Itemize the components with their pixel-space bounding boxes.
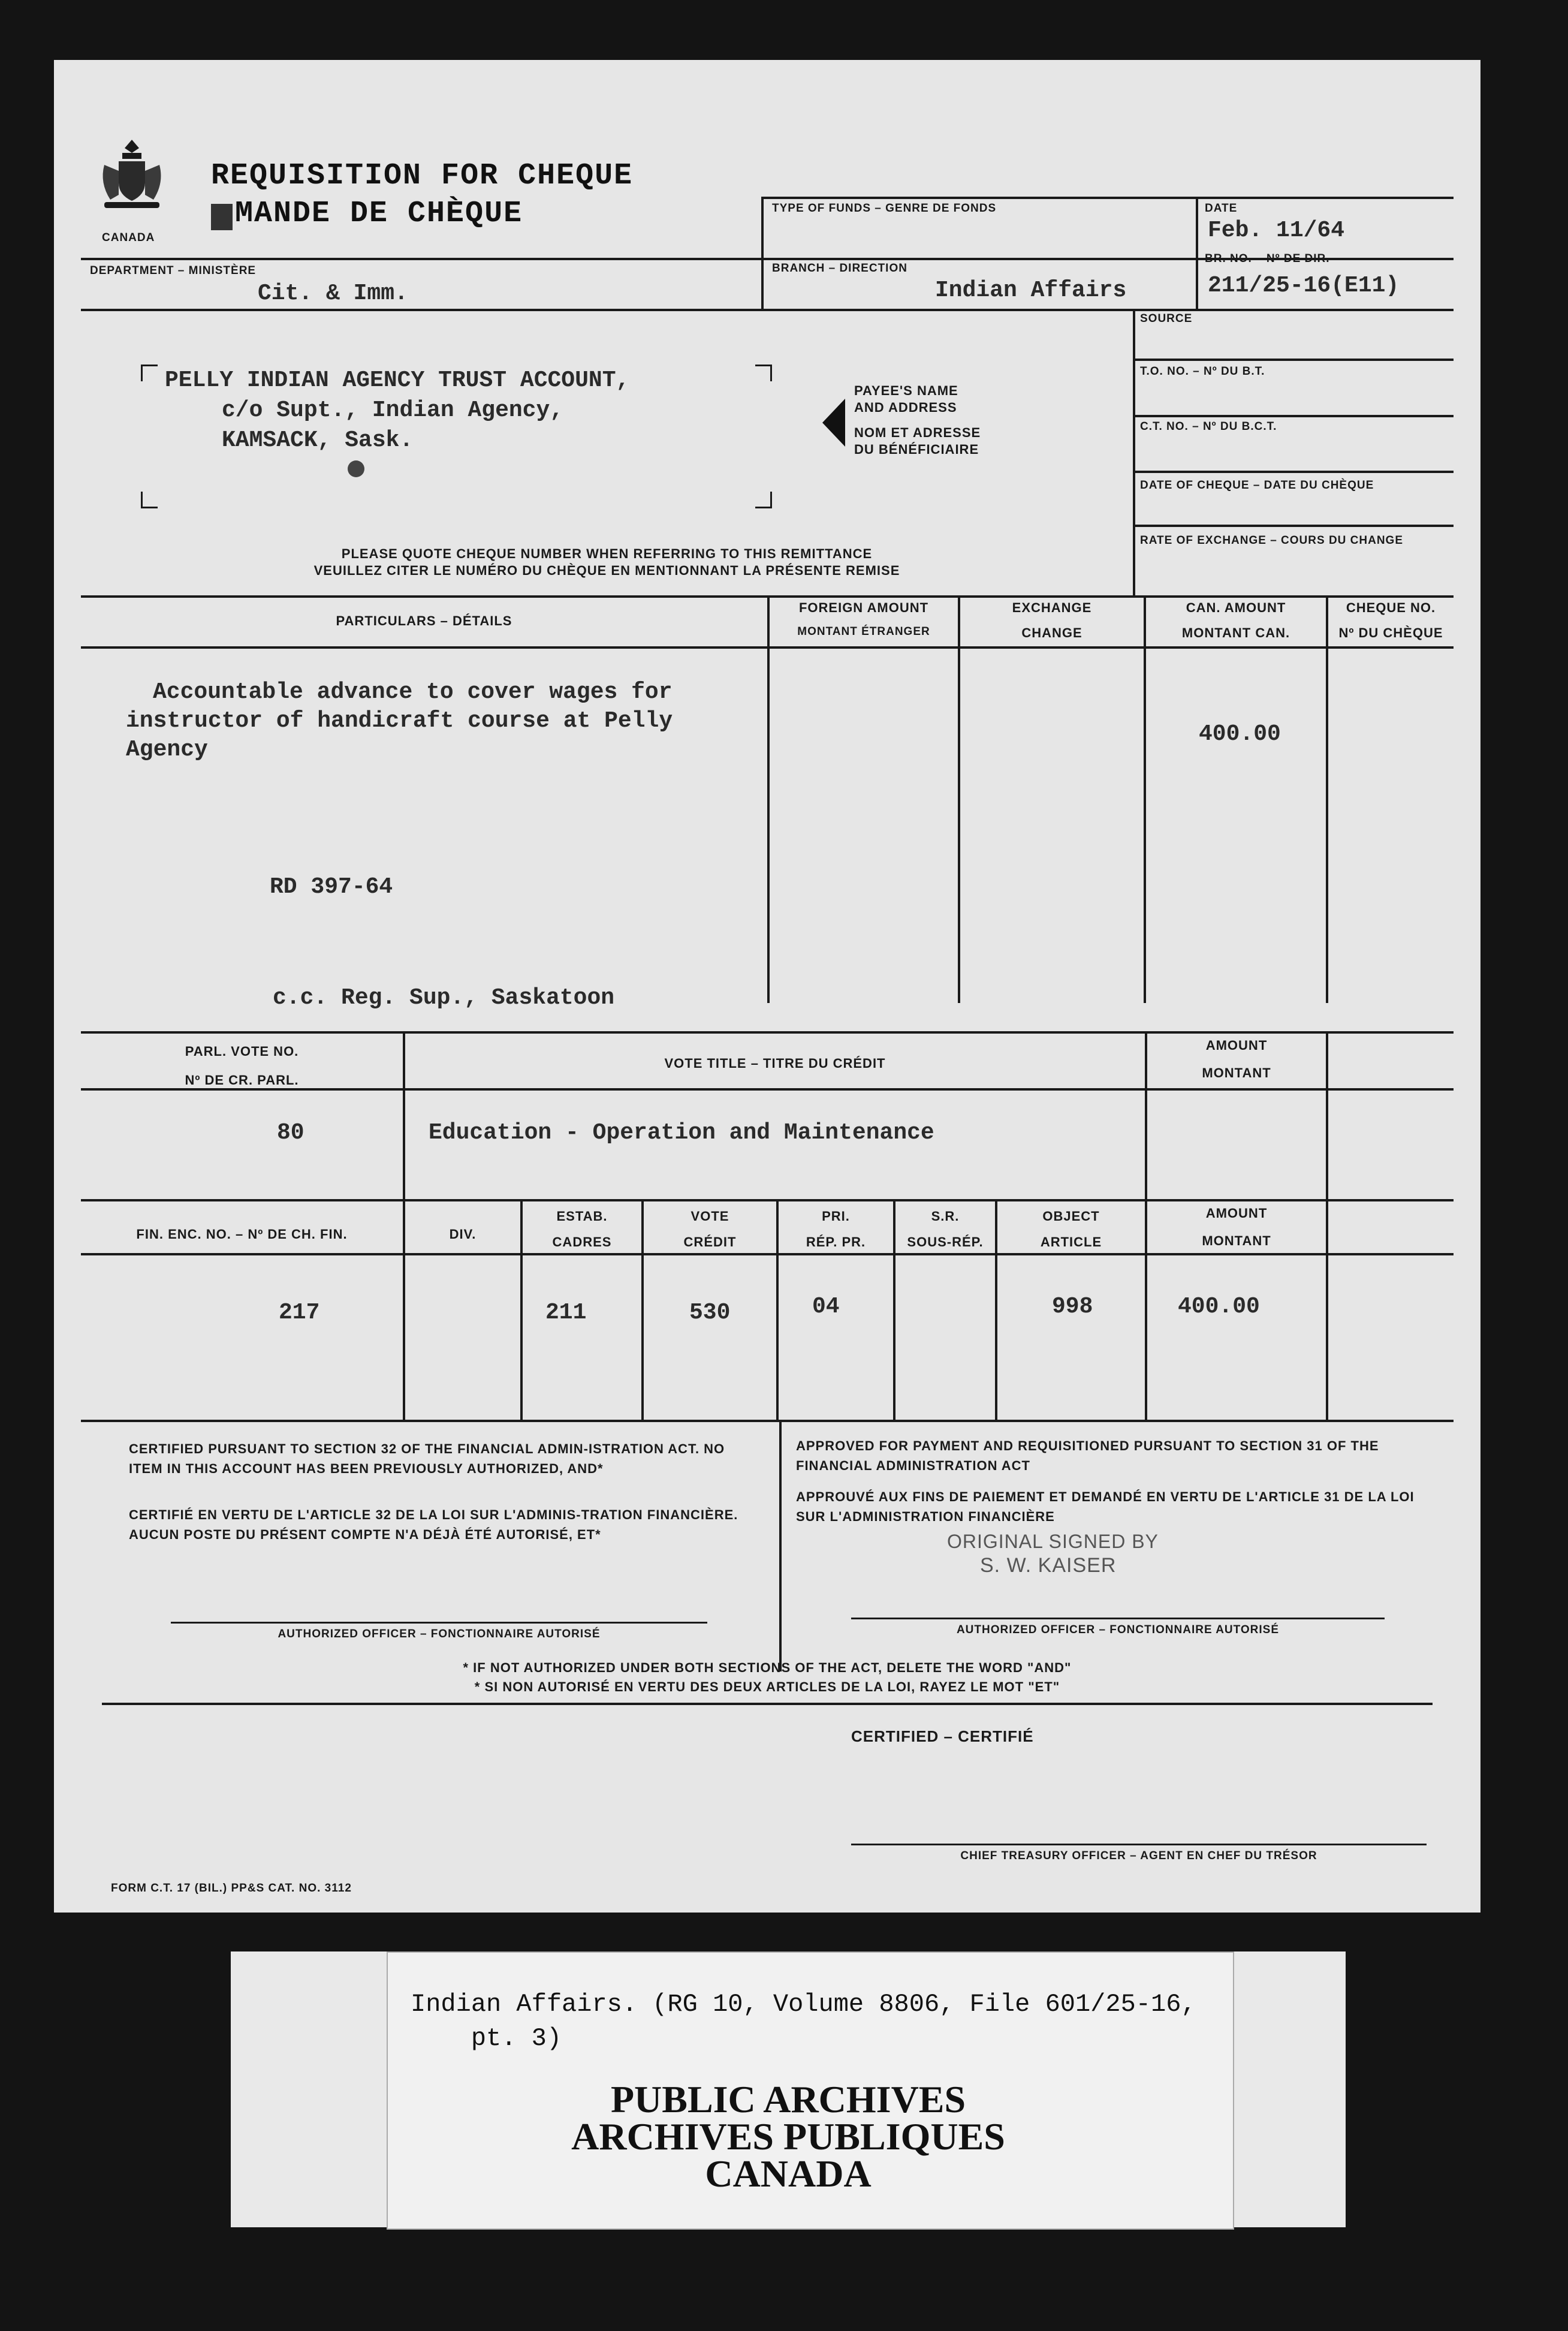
particulars-line-2: instructor of handicraft course at Pelly — [126, 708, 673, 734]
window-corner-tl — [141, 365, 158, 381]
foreign-amount-fr-label: MONTANT ÉTRANGER — [797, 625, 930, 638]
article-label: ARTICLE — [1040, 1234, 1102, 1249]
authorized-officer-left-label: AUTHORIZED OFFICER – FONCTIONNAIRE AUTORISÉ — [278, 1628, 601, 1640]
can-amount-fr-label: MONTANT CAN. — [1181, 625, 1290, 640]
coding-amount-value: 400.00 — [1178, 1294, 1260, 1320]
ct-no-label: C.T. NO. – Nº DU B.C.T. — [1140, 420, 1277, 433]
archive-line-3: CANADA — [705, 2152, 872, 2195]
estab-value: 211 — [545, 1300, 587, 1326]
archive-line-2: ARCHIVES PUBLIQUES — [571, 2115, 1005, 2158]
object-value: 998 — [1052, 1294, 1093, 1320]
type-of-funds-label: TYPE OF FUNDS – GENRE DE FONDS — [772, 202, 997, 215]
quote-cheque-fr: VEUILLEZ CITER LE NUMÉRO DU CHÈQUE EN MENTIONNANT LA PRÉSENTE REMISE — [313, 563, 900, 578]
footnote-en: * IF NOT AUTHORIZED UNDER BOTH SECTIONS OF THE ACT, DELETE THE WORD "AND" — [463, 1660, 1072, 1675]
to-no-label: T.O. NO. – Nº DU B.T. — [1140, 365, 1265, 378]
sr-label: S.R. — [931, 1209, 960, 1224]
foreign-amount-label: FOREIGN AMOUNT — [798, 600, 929, 615]
form-number: FORM C.T. 17 (BIL.) PP&S CAT. NO. 3112 — [111, 1882, 352, 1895]
chief-treasury-label: CHIEF TREASURY OFFICER – AGENT EN CHEF DU TRÉSOR — [960, 1850, 1317, 1862]
particulars-label: PARTICULARS – DÉTAILS — [336, 613, 512, 628]
cadres-label: CADRES — [552, 1234, 612, 1249]
cheque-requisition-form — [54, 60, 1480, 1913]
fin-enc-value: 217 — [279, 1300, 320, 1326]
particulars-line-3: Agency — [126, 737, 208, 763]
approved-text-en: APPROVED FOR PAYMENT AND REQUISITIONED PURSUANT TO SECTION 31 OF THE FINANCIAL ADMINISTRATION ACT — [796, 1438, 1379, 1473]
pri-label: PRI. — [822, 1209, 850, 1224]
title-redaction — [211, 204, 233, 230]
department-label: DEPARTMENT – MINISTÈRE — [90, 264, 257, 277]
exchange-label: EXCHANGE — [1012, 600, 1092, 615]
certified-label: CERTIFIED – CERTIFIÉ — [851, 1727, 1034, 1745]
form-title-en: REQUISITION FOR CHEQUE — [211, 159, 634, 193]
signature-stamp-line-2: S. W. KAISER — [980, 1554, 1117, 1577]
particulars-line-1: Accountable advance to cover wages for — [153, 679, 673, 705]
vote-title-value: Education - Operation and Maintenance — [429, 1120, 934, 1146]
pri-value: 04 — [812, 1294, 840, 1320]
credit-label: CRÉDIT — [683, 1234, 737, 1249]
fin-enc-label: FIN. ENC. NO. – Nº DE CH. FIN. — [136, 1227, 348, 1242]
vote-amount-label: AMOUNT — [1205, 1038, 1268, 1053]
parl-vote-value: 80 — [277, 1120, 304, 1146]
quote-cheque-en: PLEASE QUOTE CHEQUE NUMBER WHEN REFERRING TO THIS REMITTANCE — [341, 546, 873, 561]
br-no-label: BR. NO. – Nº DE DIR. — [1205, 252, 1330, 265]
department-value: Cit. & Imm. — [258, 281, 408, 306]
window-corner-bl — [141, 492, 158, 508]
change-label: CHANGE — [1021, 625, 1082, 640]
can-amount-label: CAN. AMOUNT — [1186, 600, 1286, 615]
branch-value: Indian Affairs — [935, 278, 1127, 303]
source-label: SOURCE — [1140, 312, 1193, 325]
coding-montant-label: MONTANT — [1202, 1233, 1271, 1248]
signature-stamp-line-1: ORIGINAL SIGNED BY — [947, 1531, 1159, 1552]
window-corner-br — [755, 492, 772, 508]
cheque-no-label: CHEQUE NO. — [1346, 600, 1436, 615]
window-corner-tr — [755, 365, 772, 381]
approved-text-fr: APPROUVÉ AUX FINS DE PAIEMENT ET DEMANDÉ EN VERTU DE L'ARTICLE 31 DE LA LOI SUR L'ADMINISTRATION FINANCIÈRE — [796, 1489, 1415, 1524]
payee-label-1: PAYEE'S NAME — [854, 383, 958, 398]
canada-coat-of-arms-icon — [96, 135, 168, 225]
sous-rep-label: SOUS-RÉP. — [907, 1234, 984, 1249]
vote-montant-label: MONTANT — [1202, 1065, 1271, 1080]
payee-label-3: NOM ET ADRESSE — [854, 425, 981, 440]
vote-col-label: VOTE — [690, 1209, 729, 1224]
country-label: CANADA — [102, 231, 155, 244]
cheque-no-fr-label: Nº DU CHÈQUE — [1338, 625, 1443, 640]
vote-value: 530 — [689, 1300, 731, 1326]
archive-label-card — [231, 1951, 1346, 2227]
rate-of-exchange-label: RATE OF EXCHANGE – COURS DU CHANGE — [1140, 534, 1404, 547]
archive-line-1: PUBLIC ARCHIVES — [610, 2078, 966, 2121]
certified-text-fr: CERTIFIÉ EN VERTU DE L'ARTICLE 32 DE LA LOI SUR L'ADMINIS-TRATION FINANCIÈRE. AUCUN POSTE DU PRÉSENT COMPTE N'A DÉJÀ ÉTÉ AUTORISÉ, ET* — [129, 1507, 738, 1542]
parl-vote-fr-label: Nº DE CR. PARL. — [185, 1073, 299, 1088]
vote-title-label: VOTE TITLE – TITRE DU CRÉDIT — [664, 1056, 886, 1071]
div-label: DIV. — [449, 1227, 477, 1242]
br-no-value: 211/25-16(E11) — [1208, 273, 1400, 299]
date-value: Feb. 11/64 — [1208, 218, 1345, 243]
ink-mark — [348, 460, 364, 477]
payee-line-2: c/o Supt., Indian Agency, — [222, 397, 564, 423]
object-label: OBJECT — [1042, 1209, 1100, 1224]
form-title-fr: MANDE DE CHÈQUE — [235, 197, 523, 231]
cc-line: c.c. Reg. Sup., Saskatoon — [273, 985, 615, 1011]
payee-line-1: PELLY INDIAN AGENCY TRUST ACCOUNT, — [165, 368, 630, 393]
branch-label: BRANCH – DIRECTION — [772, 262, 907, 275]
date-of-cheque-label: DATE OF CHEQUE – DATE DU CHÈQUE — [1140, 479, 1374, 492]
archive-reference: Indian Affairs. (RG 10, Volume 8806, File 601/25-16, pt. 3) — [411, 1990, 1196, 2053]
certified-text-en: CERTIFIED PURSUANT TO SECTION 32 OF THE FINANCIAL ADMIN-ISTRATION ACT. NO ITEM IN THIS ACCOUNT HAS BEEN PREVIOUSLY AUTHORIZED, AND* — [129, 1441, 725, 1476]
rep-pr-label: RÉP. PR. — [806, 1234, 866, 1249]
payee-arrow-icon — [822, 399, 846, 447]
ref-code: RD 397-64 — [270, 874, 393, 900]
date-label: DATE — [1205, 202, 1238, 215]
payee-label-2: AND ADDRESS — [854, 400, 957, 415]
estab-label: ESTAB. — [556, 1209, 608, 1224]
footnote-fr: * SI NON AUTORISÉ EN VERTU DES DEUX ARTICLES DE LA LOI, RAYEZ LE MOT "ET" — [474, 1679, 1060, 1694]
payee-label-4: DU BÉNÉFICIAIRE — [854, 442, 979, 457]
coding-amount-label: AMOUNT — [1205, 1206, 1268, 1221]
can-amount-value: 400.00 — [1199, 721, 1281, 747]
parl-vote-label: PARL. VOTE NO. — [185, 1044, 299, 1059]
payee-line-3: KAMSACK, Sask. — [222, 427, 414, 453]
authorized-officer-right-label: AUTHORIZED OFFICER – FONCTIONNAIRE AUTORISÉ — [956, 1624, 1280, 1636]
